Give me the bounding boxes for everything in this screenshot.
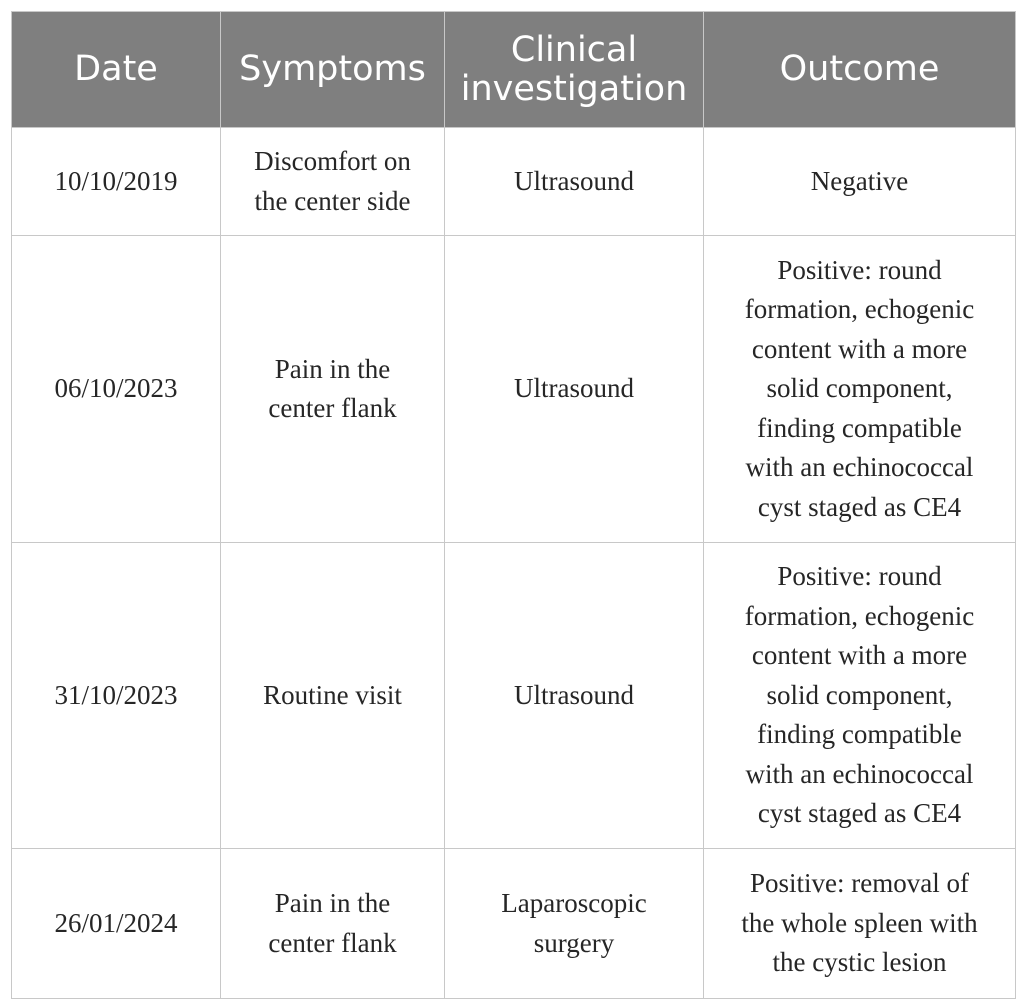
cell-clinical-investigation: Laparoscopic surgery (445, 849, 704, 999)
cell-date: 26/01/2024 (12, 849, 221, 999)
table-body (12, 128, 1016, 999)
table-row (12, 128, 1016, 236)
table-row (12, 236, 1016, 543)
header-date: Date (12, 12, 221, 128)
cell-symptoms: Pain in the center flank (221, 849, 445, 999)
cell-symptoms: Routine visit (221, 543, 445, 849)
table-row (12, 543, 1016, 849)
clinical-timeline-table (11, 11, 1016, 999)
cell-date: 06/10/2023 (12, 236, 221, 543)
cell-outcome: Positive: removal of the whole spleen with the cystic lesion (704, 849, 1016, 999)
cell-date: 31/10/2023 (12, 543, 221, 849)
cell-outcome: Positive: round formation, echogenic content with a more solid component, finding compatible with an echinococcal cyst staged as CE4 (704, 543, 1016, 849)
cell-clinical-investigation: Ultrasound (445, 543, 704, 849)
cell-date: 10/10/2019 (12, 128, 221, 236)
header-clinical-investigation: Clinical investigation (445, 12, 704, 128)
header-outcome: Outcome (704, 12, 1016, 128)
cell-clinical-investigation: Ultrasound (445, 128, 704, 236)
table-row (12, 849, 1016, 999)
table-header (12, 12, 1016, 128)
header-row (12, 12, 1016, 128)
cell-clinical-investigation: Ultrasound (445, 236, 704, 543)
cell-symptoms: Discomfort on the center side (221, 128, 445, 236)
header-symptoms: Symptoms (221, 12, 445, 128)
cell-outcome: Negative (704, 128, 1016, 236)
cell-symptoms: Pain in the center flank (221, 236, 445, 543)
cell-outcome: Positive: round formation, echogenic content with a more solid component, finding compatible with an echinococcal cyst staged as CE4 (704, 236, 1016, 543)
